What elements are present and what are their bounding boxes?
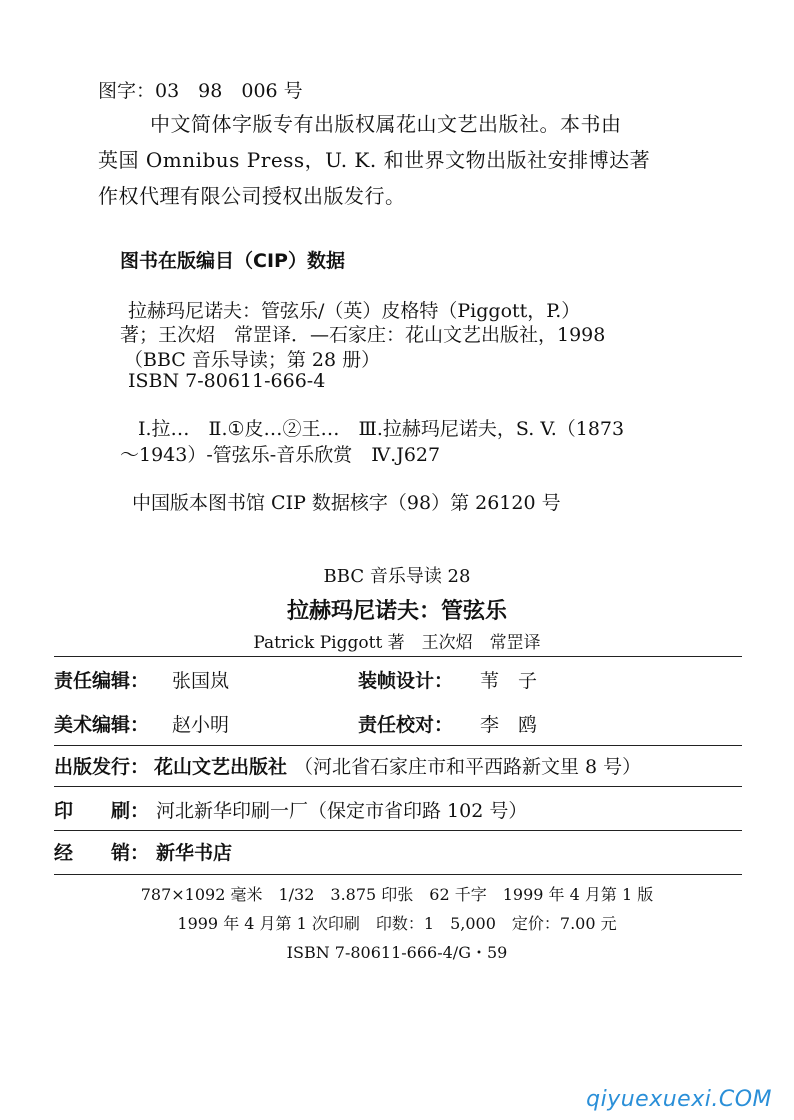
distributor-name: 新华书店 [156,842,233,864]
cip-verification: 中国版本图书馆 CIP 数据核字（98）第 26120 号 [132,492,561,514]
site-watermark: qiyuexuexi.COM [586,1087,772,1112]
publisher-name: 花山文艺出版社 [154,756,288,778]
credits-row-publisher [54,752,742,788]
editor-label: 责任编辑： [54,670,150,692]
cip-line-2: 著；王次炤 常罡译．—石家庄：花山文艺出版社，1998 [120,324,606,346]
art-name: 赵小明 [172,714,230,736]
cip-subject-line-2: ～1943）-管弦乐-音乐欣赏 Ⅳ.J627 [120,444,441,466]
editor-name: 张国岚 [172,670,230,692]
copyright-notice-line-2: 英国 Omnibus Press，U. K. 和世界文物出版社安排博达著 [98,148,651,172]
credits-row-editors [54,666,742,702]
proof-name: 李 鸥 [480,714,538,736]
credits-row-distributor [54,838,742,874]
design-label: 装帧设计： [358,670,454,692]
publisher-label: 出版发行： [54,756,150,778]
register-number: 图字：03 98 006 号 [98,80,303,102]
cip-isbn: ISBN 7-80611-666-4 [128,370,326,392]
book-title: 拉赫玛尼诺夫：管弦乐 [286,599,507,624]
specs-isbn: ISBN 7-80611-666-4/G・59 [286,943,508,962]
book-authors: Patrick Piggott 著 王次炤 常罡译 [253,633,541,653]
specs-line-1: 787×1092 毫米 1/32 3.875 印张 62 千字 1999 年 4 月第 1 版 [140,885,654,904]
specs-line-2: 1999 年 4 月第 1 次印刷 印数：1 5,000 定价：7.00 元 [177,914,617,933]
printer-label: 印 刷： [54,800,150,822]
series-name: BBC 音乐导读 28 [323,566,471,587]
cip-line-3: （BBC 音乐导读；第 28 册） [124,349,381,371]
copyright-notice-line-1: 中文简体字版专有出版权属花山文艺出版社。本书由 [150,112,622,136]
divider-top [54,656,742,657]
divider-bottom [54,874,742,875]
divider-2 [54,745,742,746]
proof-label: 责任校对： [358,714,454,736]
credits-row-printer [54,796,742,832]
design-name: 苇 子 [480,670,538,692]
cip-subject-line-1: Ⅰ.拉… Ⅱ.①皮…②王… Ⅲ.拉赫玛尼诺夫，S. V.（1873 [138,418,625,440]
printer-name: 河北新华印刷一厂（保定市省印路 102 号） [156,800,528,822]
copyright-notice-line-3: 作权代理有限公司授权出版发行。 [98,184,406,208]
divider-4 [54,830,742,831]
credits-row-art [54,710,742,746]
cip-heading: 图书在版编目（CIP）数据 [120,250,345,272]
publisher-address: （河北省石家庄市和平西路新文里 8 号） [294,756,642,778]
art-label: 美术编辑： [54,714,150,736]
distributor-label: 经 销： [54,842,150,864]
cip-line-1: 拉赫玛尼诺夫：管弦乐/（英）皮格特（Piggott，P.） [128,300,581,322]
divider-3 [54,786,742,787]
